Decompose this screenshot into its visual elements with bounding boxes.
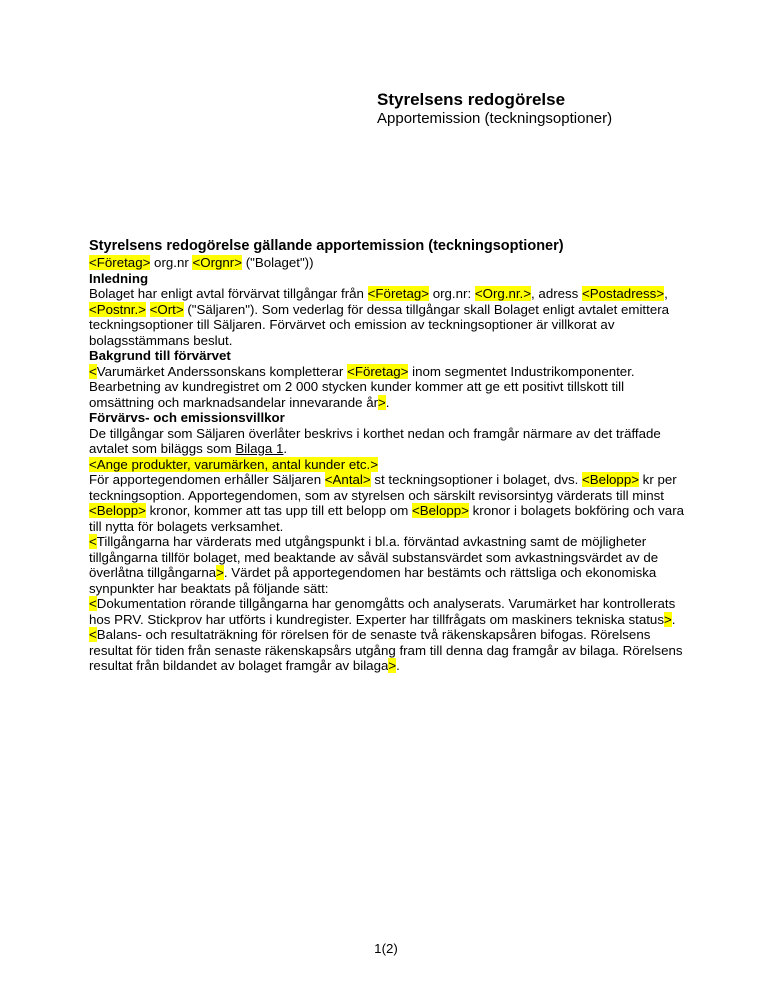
text-segment: kronor, kommer att tas upp till ett belopp om [145,503,412,518]
paragraph-balans [89,627,689,674]
text-segment: De tillgångar som Säljaren överlåter beskrivs i korthet nedan och framgår närmare av det träffade avtalet som biläggs som [89,425,661,456]
text-segment: Balans- och resultaträkning för rörelsen för de senaste två räkenskapsåren bifogas. Rörelsens resultat för tiden från senaste räkenskapsårs utgång fram till denna dag framgår av bilaga. Rörelsens resultat från bildandet av bolaget framgår av bilaga [89,627,683,673]
placeholder-ange-produkter [89,457,689,473]
page-number: 1(2) [374,941,398,956]
text-segment: ("Säljaren"). Som vederlag för dessa tillgångar skall Bolaget enligt avtalet emittera teckningsoptioner till Säljaren. Förvärvet och emission av teckningsoptioner är villkorat av bolagsstämmans beslut. [89,301,670,348]
highlighted-placeholder: > [378,394,386,410]
main-heading: Styrelsens redogörelse gällande apportemission (teckningsoptioner) [89,238,564,254]
document-subtitle: Apportemission (teckningsoptioner) [377,110,613,127]
highlighted-placeholder: < [89,534,97,549]
highlighted-placeholder: <Belopp> [582,472,639,487]
highlighted-placeholder: <Företag> [347,363,409,379]
highlighted-placeholder: <Företag> [89,255,151,270]
text-segment: . Värdet på apportegendomen har bestämts och rättsliga och ekonomiska synpunkter har beaktats på följande sätt: [89,565,657,596]
section-heading-villkor: Förvärvs- och emissionsvillkor [89,410,285,425]
text-segment: Varumärket Anderssonskans kompletterar [96,363,348,379]
paragraph-inledning [89,286,689,348]
document-title: Styrelsens redogörelse [377,90,566,109]
text-segment: . [283,441,288,456]
highlighted-placeholder: <Belopp> [412,503,469,518]
text-segment: org.nr [150,255,193,270]
highlighted-placeholder: <Orgnr> [192,255,243,270]
highlighted-placeholder: < [89,596,97,611]
paragraph-bakgrund [89,364,689,411]
text-segment: Bolaget har enligt avtal förvärvat tillgångar från [89,286,368,301]
highlighted-placeholder: <Postadress> [582,286,665,301]
text-segment: . [385,394,390,410]
highlighted-placeholder: < [89,627,97,642]
paragraph-vardering [89,534,689,596]
document-body [89,237,689,674]
highlighted-placeholder: <Ort> [149,301,184,317]
highlighted-placeholder: > [663,611,672,627]
highlighted-placeholder: > [388,658,397,673]
text-segment: st teckningsoptioner i bolaget, dvs. [370,472,583,487]
text-segment: , adress [531,286,583,301]
highlighted-placeholder: <Postnr.> [89,301,146,317]
text-segment: . [396,658,400,673]
text-segment: Dokumentation rörande tillgångarna har genomgåtts och analyserats. Varumärket har kontrollerats hos PRV. Stickprov har utförts i kundregister. Experter har tillfrågats om maskiners tekniska status [89,596,676,627]
text-segment: Tillgångarna har värderats med utgångspunkt i bl.a. förväntad avkastning samt de möjligheter tillgångarna tillför bolaget, med beaktande av såväl substansvärdet som avkastningsvärdet av de överlåtna tillgångarna [89,534,659,580]
highlighted-placeholder: <Ange produkter, varumärken, antal kunder etc.> [89,456,379,472]
company-org-line [89,255,689,271]
paragraph-dokumentation [89,596,689,627]
text-segment: För apportegendomen erhåller Säljaren [89,472,325,487]
highlighted-placeholder: <Företag> [367,286,430,301]
document-header [377,90,612,128]
paragraph-villkor-intro [89,426,689,457]
underlined-reference: Bilaga 1 [235,441,284,456]
section-heading-inledning: Inledning [89,270,149,286]
highlighted-placeholder: > [216,565,224,580]
text-segment: inom segmentet Industrikomponenter. Bearbetning av kundregistret om 2 000 stycken kunder kommer att ge ett positivt tillskott till omsättning och marknadsandelar innevarande år [89,363,635,410]
text-segment: kr per teckningsoption. Apportegendomen, som av styrelsen och särskilt revisorsintyg värderats till minst [89,472,677,503]
section-heading-bakgrund: Bakgrund till förvärvet [89,348,231,363]
paragraph-apportegendom [89,472,689,534]
highlighted-placeholder: < [89,363,97,379]
highlighted-placeholder: <Antal> [324,472,371,487]
text-segment: , [664,286,668,301]
text-segment: . [671,611,676,627]
text-segment: kronor i bolagets bokföring och vara till nytta för bolagets verksamhet. [89,503,685,534]
highlighted-placeholder: <Belopp> [89,503,146,518]
text-segment: ("Bolaget")) [242,255,314,270]
highlighted-placeholder: <Org.nr.> [474,286,532,301]
text-segment: org.nr: [429,286,475,301]
